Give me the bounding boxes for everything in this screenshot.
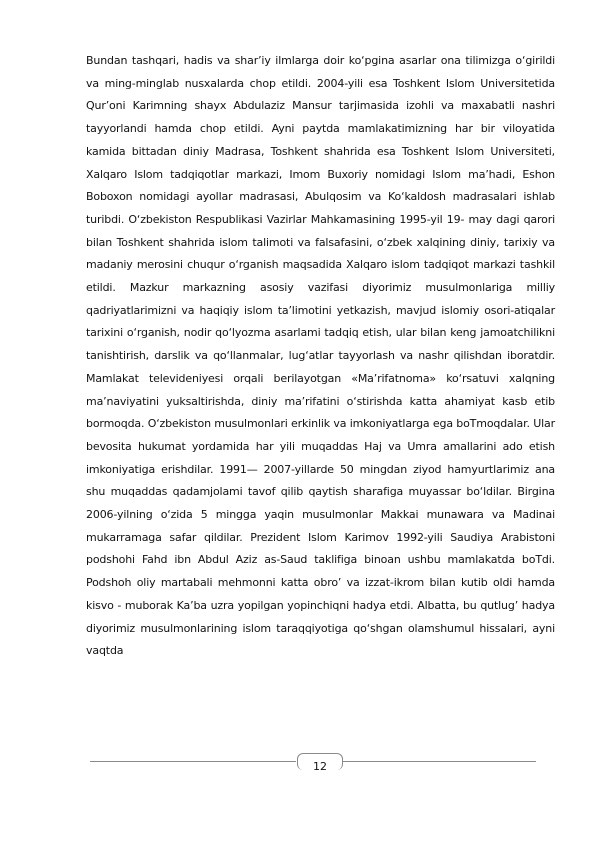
page-number-box: [297, 753, 343, 770]
page-number: 12: [313, 760, 327, 770]
footer-divider-left: [90, 761, 296, 762]
body-paragraph: Bundan tashqari, hadis va shar’iy ilmlarga doir ko‘pgina asarlar ona tilimizga o‘girildi va ming-minglab nusxalarda chop etildi. 2004-yili esa Toshkent Islom Universitetida Qur’oni Karimning shayx Abdulaziz Mansur tarjimasida izohli va maxabatli nashri tayyorlandi hamda chop etildi. Ayni paytda mamlakatimizning har bir viloyatida kamida bittadan diniy Madrasa, Toshkent shahrida esa Toshkent Islom Universiteti, Xalqaro Islom tadqiqotlar markazi, Imom Buxoriy nomidagi Islom ma’hadi, Eshon Boboxon nomidagi ayollar madrasasi, Abulqosim va Ko‘kaldosh madrasalari ishlab turibdi. O‘zbekiston Respublikasi Vazirlar Mahkamasining 1995-yil 19- may dagi qarori bilan Toshkent shahrida islom talimoti va falsafasini, o‘zbek xalqining diniy, tarixiy va madaniy merosini chuqur o‘rganish maqsadida Xalqaro islom tadqiqot markazi tashkil etildi. Mazkur markazning asosiy vazifasi diyorimiz musulmonlariga milliy qadriyatlarimizni va haqiqiy islom ta’limotini yetkazish, mavjud islomiy osori-atiqalar tarixini o‘rganish, nodir qo‘lyozma asarlami tadqiq etish, ular bilan keng jamoatchilikni tanishtirish, darslik va qo‘llanmalar, lug‘atlar tayyorlash va nashr qilishdan iboratdir. Mamlakat televideniyesi orqali berilayotgan «Ma’rifatnoma» ko‘rsatuvi xalqning ma’naviyatini yuksaltirishda, diniy ma’rifatini o‘stirishda katta ahamiyat kasb etib bormoqda. O‘zbekiston musulmonlari erkinlik va imkoniyatlarga ega boTmoqdalar. Ular bevosita hukumat yordamida har yili muqaddas Haj va Umra amallarini ado etish imkoniyatiga erishdilar. 1991— 2007-yillarde 50 mingdan ziyod hamyurtlarimiz ana shu muqaddas qadamjolami tavof qilib qaytish sharafiga muyassar bo‘ldilar. Birgina 2006-yilning o‘zida 5 mingga yaqin musulmonlar Makkai munawara va Madinai mukarramaga safar qildilar. Prezident Islom Karimov 1992-yili Saudiya Arabistoni podshohi Fahd ibn Abdul Aziz as-Saud taklifiga binoan ushbu mamlakatda boTdi. Podshoh oliy martabali mehmonni katta obro’ va izzat-ikrom bilan kutib oldi hamda kisvo - muborak Ka’ba uzra yopilgan yopinchiqni hadya etdi. Albatta, bu qutlug’ hadya diyorimiz musulmonlarining islom taraqqiyotiga qo‘shgan olamshumul hissalari, ayni vaqtda: [86, 54, 555, 658]
footer-divider-right: [342, 761, 536, 762]
